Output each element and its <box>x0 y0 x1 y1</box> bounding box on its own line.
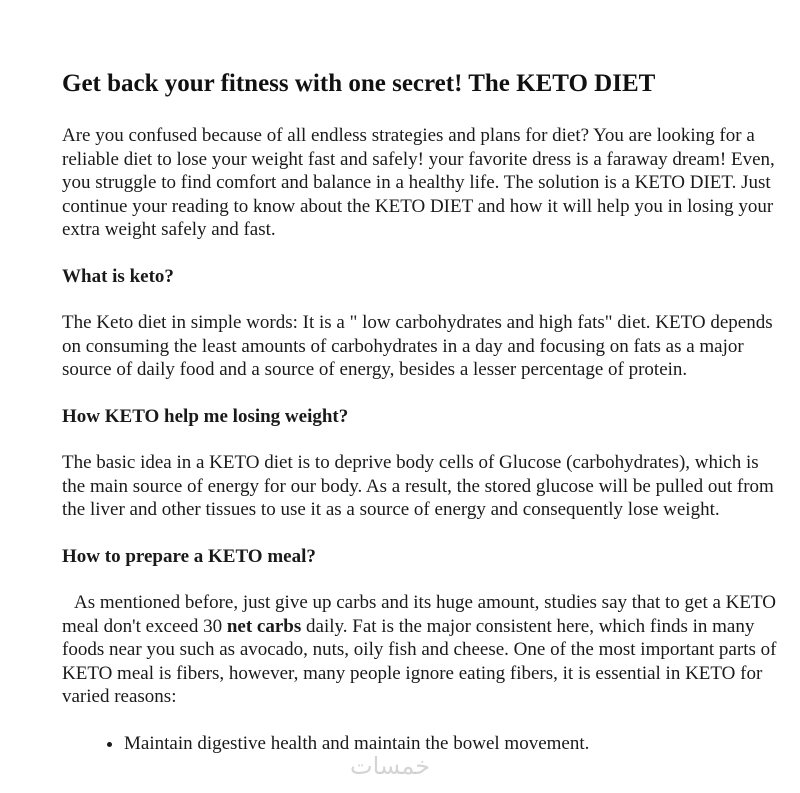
intro-paragraph: Are you confused because of all endless strategies and plans for diet? You are looking for a reliable diet to lose your weight fast and safely! your favorite dress is a faraway dream! Even, you struggle to find comfort and balance in a healthy life. The solution is a KETO DIET. Just continue your reading to know about the KETO DIET and how it will help you in losing your extra weight safely and fast. <box>62 125 775 240</box>
section-heading-what-is-keto: What is keto? <box>62 265 174 287</box>
watermark-logo: خمسات <box>350 752 431 780</box>
prepare-meal-text-2: daily. Fat is the major consistent here, which finds in many foods near you such as avocado, nuts, oily fish and cheese. One of the most important parts of KETO meal is fibers, however, many people ignore eating fibers, it is essential in KETO for varied reasons: <box>62 615 777 707</box>
document-title: Get back your fitness with one secret! The KETO DIET <box>62 70 656 97</box>
section-heading-how-keto-helps: How KETO help me losing weight? <box>62 405 349 427</box>
section-body-what-is-keto: The Keto diet in simple words: It is a " low carbohydrates and high fats" diet. KETO depends on consuming the least amounts of carbohydrates in a day and focusing on fats as a major source of daily food and a source of energy, besides a lesser percentage of protein. <box>62 312 773 380</box>
net-carbs-emphasis: net carbs <box>226 615 302 637</box>
section-body-prepare-meal <box>62 591 782 709</box>
document-page <box>62 68 782 755</box>
list-item: • Maintain digestive health and maintain the bowel movement. <box>124 732 782 756</box>
section-heading-prepare-meal: How to prepare a KETO meal? <box>62 545 316 567</box>
section-body-how-keto-helps: The basic idea in a KETO diet is to deprive body cells of Glucose (carbohydrates), which is the main source of energy for our body. As a result, the stored glucose will be pulled out from the liver and other tissues to use it as a source of energy and consequently lose weight. <box>62 452 774 520</box>
prepare-meal-text-1: As mentioned before, just give up carbs and its huge amount, studies say that to get a KETO meal don't exceed 30 <box>62 592 776 637</box>
